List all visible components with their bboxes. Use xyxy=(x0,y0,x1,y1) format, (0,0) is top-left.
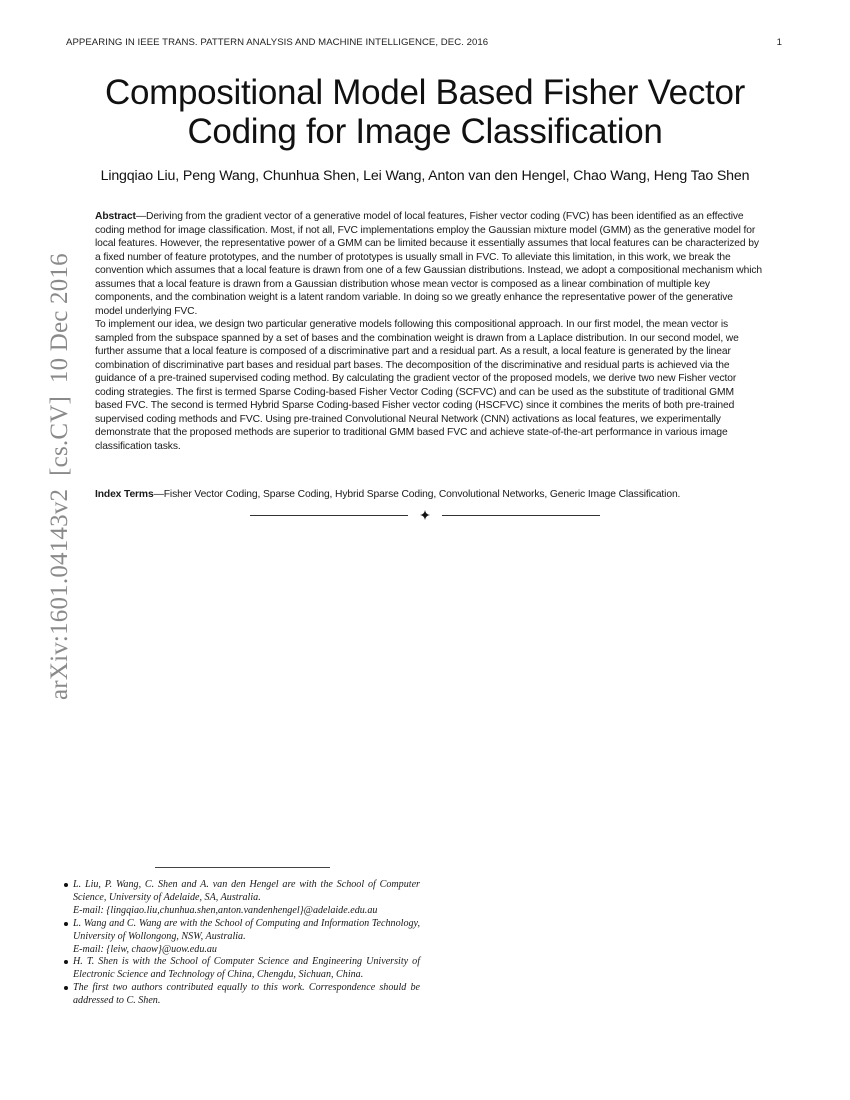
footnote-item xyxy=(50,918,420,957)
title-line-1: Compositional Model Based Fisher Vector xyxy=(104,73,745,112)
separator-rule-left xyxy=(250,515,408,516)
bullet-icon xyxy=(64,960,68,964)
bullet-icon xyxy=(64,986,68,990)
abstract-dash: — xyxy=(135,211,146,222)
section-separator xyxy=(250,508,600,522)
index-terms xyxy=(95,488,763,502)
author-list: Lingqiao Liu, Peng Wang, Chunhua Shen, Lei Wang, Anton van den Hengel, Chao Wang, Heng Tao Shen xyxy=(100,168,750,184)
paper-title xyxy=(0,73,850,151)
abstract-text-1: Deriving from the gradient vector of a generative model of local features, Fisher vector coding (FVC) has been identified as an effective coding method for image classification. Most, if not all, FVC implementations employ the Gaussian mixture model (GMM) as the generative model for local features. However, the representative power of a GMM can be limited because it essentially assumes that local features can be characterized by a fixed number of feature prototypes, and the number of prototypes is usually small in FVC. To alleviate this limitation, in this work, we break the convention which assumes that a local feature is drawn from one of a few Gaussian distributions. Instead, we adopt a compositional mechanism which assumes that a local feature is drawn from a Gaussian distribution whose mean vector is composed as a linear combination of multiple key components, and the combination weight is a latent random variable. In doing so we greatly enhance the representative power of the generative model underlying FVC. xyxy=(95,211,763,317)
arxiv-identifier-stamp: arXiv:1601.04143v2 [cs.CV] 10 Dec 2016 xyxy=(46,253,73,700)
abstract-text-2: To implement our idea, we design two particular generative models following this compositional approach. In our first model, the mean vector is sampled from the subspace spanned by a set of bases and the combination weight is drawn from a Laplace distribution. In our second model, we further assume that a local feature is composed of a discriminative part and a residual part. As a result, a local feature is generated by the linear combination of discriminative part bases and residual part bases. The decomposition of the discriminative and residual parts is achieved via the guidance of a pre-trained supervised coding method. By calculating the gradient vector of the proposed models, we derive two new Fisher vector coding strategies. The first is termed Sparse Coding-based Fisher Vector Coding (SCFVC) and can be used as the substitute of traditional GMM based FVC. The second is termed Hybrid Sparse Coding-based Fisher vector coding (HSCFVC) since it combines the merits of both pre-trained supervised coding methods and FVC. Using pre-trained Convolutional Neural Network (CNN) activations as local features, we experimentally demonstrate that the proposed methods are superior to traditional GMM based FVC and achieve state-of-the-art performance in various image classification tasks. xyxy=(95,319,739,452)
bullet-icon xyxy=(64,922,68,926)
abstract-paragraph-2 xyxy=(95,318,763,453)
index-terms-text: Fisher Vector Coding, Sparse Coding, Hybrid Sparse Coding, Convolutional Networks, Generic Image Classification. xyxy=(163,489,681,500)
footnote-item xyxy=(50,956,420,982)
index-terms-label: Index Terms xyxy=(95,489,154,500)
index-terms-dash: — xyxy=(153,489,164,500)
footnote-affiliation: H. T. Shen is with the School of Computer Science and Engineering University of Electronic Science and Technology of China, Chengdu, Sichuan, China. xyxy=(73,956,420,981)
abstract-label: Abstract xyxy=(95,211,136,222)
footnote-note: The first two authors contributed equally to this work. Correspondence should be addressed to C. Shen. xyxy=(73,982,420,1007)
title-line-2: Coding for Image Classification xyxy=(187,112,663,151)
running-header xyxy=(66,37,782,48)
diamond-ornament-icon xyxy=(421,511,429,519)
affiliation-footnotes xyxy=(50,879,420,1008)
abstract-section xyxy=(95,210,763,453)
footnote-email: E-mail: {lingqiao.liu,chunhua.shen,anton.vandenhengel}@adelaide.edu.au xyxy=(73,904,378,916)
bullet-icon xyxy=(64,883,68,887)
footnote-affiliation: L. Wang and C. Wang are with the School of Computing and Information Technology, University of Wollongong, NSW, Australia. xyxy=(73,917,420,942)
footnote-item xyxy=(50,879,420,918)
separator-rule-right xyxy=(442,515,600,516)
page-number: 1 xyxy=(776,37,782,48)
footnote-item xyxy=(50,982,420,1008)
footnote-divider xyxy=(155,867,330,868)
abstract-paragraph-1 xyxy=(95,210,763,318)
footnote-email: E-mail: {leiw, chaow}@uow.edu.au xyxy=(73,943,217,955)
journal-running-title: APPEARING IN IEEE TRANS. PATTERN ANALYSIS AND MACHINE INTELLIGENCE, DEC. 2016 xyxy=(66,37,489,48)
footnote-affiliation: L. Liu, P. Wang, C. Shen and A. van den Hengel are with the School of Computer Science, University of Adelaide, SA, Australia. xyxy=(73,879,420,903)
